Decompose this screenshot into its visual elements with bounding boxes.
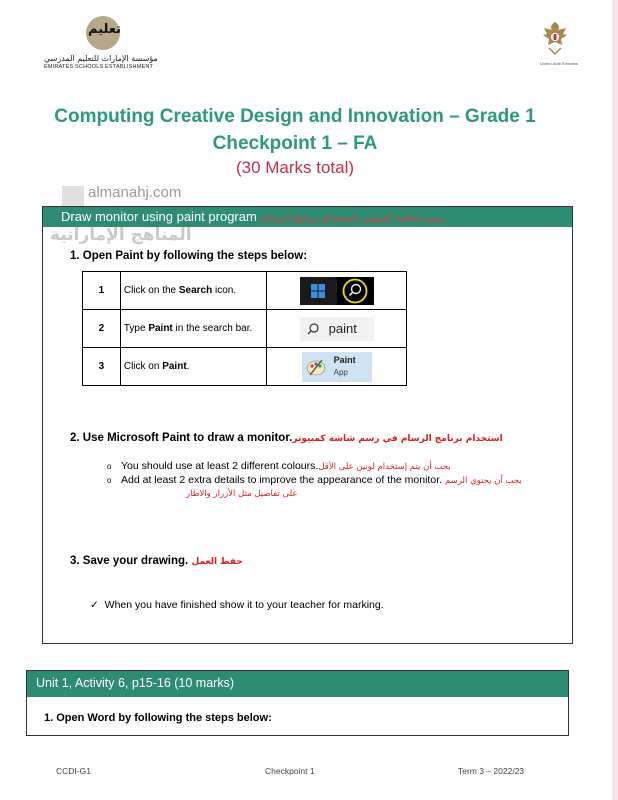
paint-palette-icon (306, 357, 326, 377)
task-box-paint (42, 206, 573, 644)
ese-logo-arabic: مؤسسة الإمارات للتعليم المدرسي (44, 54, 158, 63)
step-instruction: Type Paint in the search bar. (120, 310, 266, 348)
step-image-cell (267, 272, 407, 310)
checkpoint-title: Checkpoint 1 – FA (212, 133, 378, 154)
task-header-english: Draw monitor using paint program (61, 209, 257, 224)
step-instruction: Click on the Search icon. (120, 272, 266, 310)
magnifier-icon (306, 322, 320, 336)
step-open-paint: 1. Open Paint by following the steps below: (70, 250, 308, 262)
step-save-arabic: حفظ العمل (191, 557, 243, 567)
search-bar-image (300, 317, 374, 341)
bullet-colours-arabic: يجب أن يتم إستخدام لونين على الأقل (318, 462, 451, 472)
paint-steps-table (82, 271, 407, 386)
checklist-item: ✓ When you have finished show it to your teacher for marking. (90, 599, 384, 611)
watermark-arabic: المناهج الإماراتية (50, 225, 192, 245)
uae-emblem-text: United Arab Emirates (540, 61, 578, 66)
paint-app-image (302, 352, 372, 382)
table-row (83, 348, 407, 386)
eagle-emblem-icon (540, 20, 570, 56)
page-edge-strip (612, 0, 618, 800)
step-image-cell (267, 348, 407, 386)
step-instruction: Click on Paint. (120, 348, 266, 386)
step-number: 1 (83, 272, 121, 310)
step-number: 3 (83, 348, 121, 386)
step-draw-monitor-arabic: استخدام برنامج الرسام في رسم شاشة كمبيوتر (292, 434, 503, 444)
task-header-arabic: رسم شاشة كمبيوتر باستخدام برنامج الرسام (260, 213, 445, 224)
search-icon (337, 277, 374, 305)
step-image-cell (267, 310, 407, 348)
marks-total: (30 Marks total) (235, 158, 355, 177)
step-save-drawing: 3. Save your drawing. حفظ العمل (70, 555, 243, 567)
checkmark-icon: ✓ (90, 599, 99, 611)
bullet-details: o Add at least 2 extra details to improve the appearance of the monitor. يجب أن يحتوي الرسم (107, 474, 522, 486)
footer-course-code: CCDI-G1 (56, 766, 91, 776)
bullet-colours: o You should use at least 2 different colours.يجب أن يتم إستخدام لونين على الأقل (107, 460, 451, 472)
unit-activity-header: Unit 1, Activity 6, p15-16 (10 marks) (27, 671, 568, 697)
ese-logo (40, 16, 170, 72)
step-number: 2 (83, 310, 121, 348)
footer-term: Term 3 – 2022/23 (458, 766, 525, 776)
task-box-word (26, 670, 569, 736)
bullet-details-arabic-1: يجب أن يحتوي الرسم (444, 476, 522, 486)
paint-app-name: Paint (333, 355, 356, 365)
task-box-header (43, 207, 572, 227)
uae-emblem (540, 20, 578, 66)
watermark-site: almanahj.com (88, 184, 182, 201)
windows-logo-icon (300, 277, 337, 305)
ese-logo-english: EMIRATES SCHOOLS ESTABLISHMENT (44, 64, 154, 70)
bullet-details-arabic-2: على تفاصيل مثل الأزرار والاطار (186, 489, 298, 499)
windows-search-image (300, 277, 374, 305)
document-title: Computing Creative Design and Innovation – Grade 1 (54, 106, 536, 127)
step-draw-monitor: 2. Use Microsoft Paint to draw a monitor.استخدام برنامج الرسام في رسم شاشة كمبيوتر (70, 432, 503, 444)
step-open-word: 1. Open Word by following the steps below: (44, 712, 272, 724)
table-row (83, 272, 407, 310)
paint-app-sub: App (333, 368, 348, 377)
table-row (83, 310, 407, 348)
watermark-logo (62, 186, 84, 208)
footer-checkpoint: Checkpoint 1 (265, 766, 315, 776)
search-bar-text: paint (328, 321, 357, 336)
ese-logo-mark-text: تعليم (88, 22, 122, 37)
